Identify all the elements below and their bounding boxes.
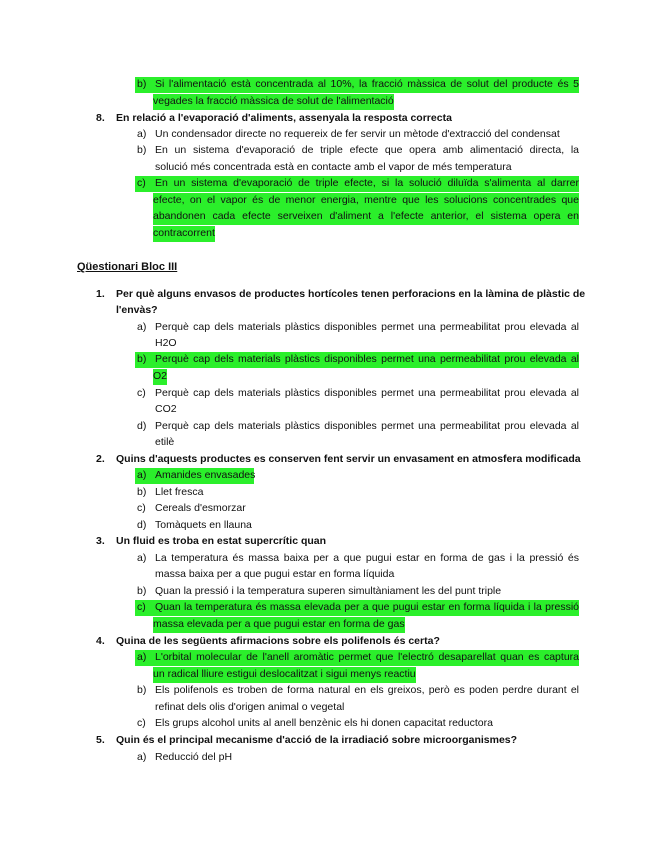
- option-text: massa elevada per a que pugui estar en forma de gas: [153, 617, 405, 633]
- question-text: Per què alguns envasos de productes hortícoles tenen perforacions en la làmina de plàstic de: [116, 288, 586, 300]
- option-letter: a): [137, 321, 147, 333]
- option-text: Tomàquets en llauna: [155, 519, 252, 531]
- answer-highlight: [135, 650, 579, 666]
- question-number: 1.: [96, 288, 105, 300]
- option-text: Quan la pressió i la temperatura superen simultàniament les del punt triple: [155, 585, 502, 597]
- option-text: Llet fresca: [155, 486, 204, 498]
- question-text: Un fluid es troba en estat supercrític quan: [116, 535, 327, 547]
- option-text: etilè: [155, 436, 175, 448]
- option-text: H2O: [155, 337, 177, 349]
- option-letter: c): [137, 601, 146, 613]
- question-number: 3.: [96, 535, 105, 547]
- option-text: En un sistema d'evaporació de triple efecte que opera amb alimentació directa, la: [155, 144, 579, 156]
- question-number: 4.: [96, 635, 105, 647]
- option-text: CO2: [155, 403, 177, 415]
- question-text: Quins d'aquests productes es conserven fent servir un envasament en atmosfera modificada: [116, 453, 581, 465]
- option-text: Si l'alimentació està concentrada al 10%, la fracció màssica de solut del producte és 5: [155, 78, 579, 90]
- option-text: Perquè cap dels materials plàstics disponibles permet una permeabilitat prou elevada al: [155, 387, 579, 399]
- option-text: O2: [153, 369, 167, 385]
- question-text: Quina de les següents afirmacions sobre els polifenols és certa?: [116, 635, 440, 647]
- option-text: abandonen cada efecte serveixen d'aliment a l'efecte anterior, el sistema opera en: [153, 209, 579, 225]
- option-letter: a): [137, 552, 147, 564]
- question-number: 5.: [96, 734, 105, 746]
- question-number: 2.: [96, 453, 105, 465]
- option-text: Els polifenols es troben de forma natural en els greixos, però es poden perdre durant el: [155, 684, 579, 696]
- option-letter: c): [137, 717, 146, 729]
- answer-highlight: [135, 352, 579, 368]
- option-text: massa baixa per a que pugui estar en forma líquida: [155, 568, 395, 580]
- option-text: un radical lliure estigui deslocalitzat i sigui menys reactiu: [153, 667, 416, 683]
- question-number: 8.: [96, 112, 105, 124]
- section-title: Qüestionari Bloc III: [77, 261, 178, 273]
- answer-highlight: [135, 600, 579, 616]
- option-letter: c): [137, 387, 146, 399]
- option-letter: a): [137, 128, 147, 140]
- option-text: refinat dels olis d'origen animal o vegetal: [155, 701, 345, 713]
- option-letter: b): [137, 684, 147, 696]
- question-text: Quin és el principal mecanisme d'acció de la irradiació sobre microorganismes?: [116, 734, 518, 746]
- option-text: L'orbital molecular de l'anell aromàtic permet que l'electró desaparellat quan es captura: [155, 651, 579, 663]
- option-text: contracorrent: [153, 226, 215, 242]
- option-letter: b): [137, 78, 147, 90]
- option-letter: c): [137, 502, 146, 514]
- answer-highlight: [135, 468, 254, 484]
- option-text: Un condensador directe no requereix de fer servir un mètode d'extracció del condensat: [155, 128, 560, 140]
- option-text: Perquè cap dels materials plàstics disponibles permet una permeabilitat prou elevada al: [155, 420, 579, 432]
- option-text: efecte, on el vapor és de menor energia, mentre que les solucions concentrades que: [153, 193, 579, 209]
- option-letter: c): [137, 177, 146, 189]
- option-text: Perquè cap dels materials plàstics disponibles permet una permeabilitat prou elevada al: [155, 353, 579, 365]
- option-letter: d): [137, 519, 147, 531]
- option-letter: b): [137, 144, 147, 156]
- option-letter: b): [137, 585, 147, 597]
- question-text: En relació a l'evaporació d'aliments, assenyala la resposta correcta: [116, 112, 452, 124]
- option-text: Amanides envasades: [155, 469, 256, 481]
- option-text: La temperatura és massa baixa per a que pugui estar en forma de gas i la pressió és: [155, 552, 579, 564]
- option-text: Els grups alcohol units al anell benzènic els hi donen capacitat reductora: [155, 717, 493, 729]
- option-text: Reducció del pH: [155, 751, 233, 763]
- answer-highlight: [135, 77, 579, 93]
- option-letter: b): [137, 486, 147, 498]
- option-letter: d): [137, 420, 147, 432]
- option-letter: a): [137, 469, 147, 481]
- option-letter: a): [137, 751, 147, 763]
- option-letter: a): [137, 651, 147, 663]
- option-text: vegades la fracció màssica de solut de l'alimentació: [153, 94, 394, 110]
- option-text: Quan la temperatura és massa elevada per a que pugui estar en forma líquida i la pressió: [155, 601, 579, 613]
- option-text: En un sistema d'evaporació de triple efecte, si la solució diluïda s'alimenta al darrer: [155, 177, 579, 189]
- question-text: l'envàs?: [116, 304, 158, 316]
- answer-highlight: [135, 176, 579, 192]
- option-letter: b): [137, 353, 147, 365]
- option-text: Cereals d'esmorzar: [155, 502, 246, 514]
- option-text: solució més concentrada està en contacte amb el vapor de més temperatura: [155, 161, 512, 173]
- option-text: Perquè cap dels materials plàstics disponibles permet una permeabilitat prou elevada al: [155, 321, 579, 333]
